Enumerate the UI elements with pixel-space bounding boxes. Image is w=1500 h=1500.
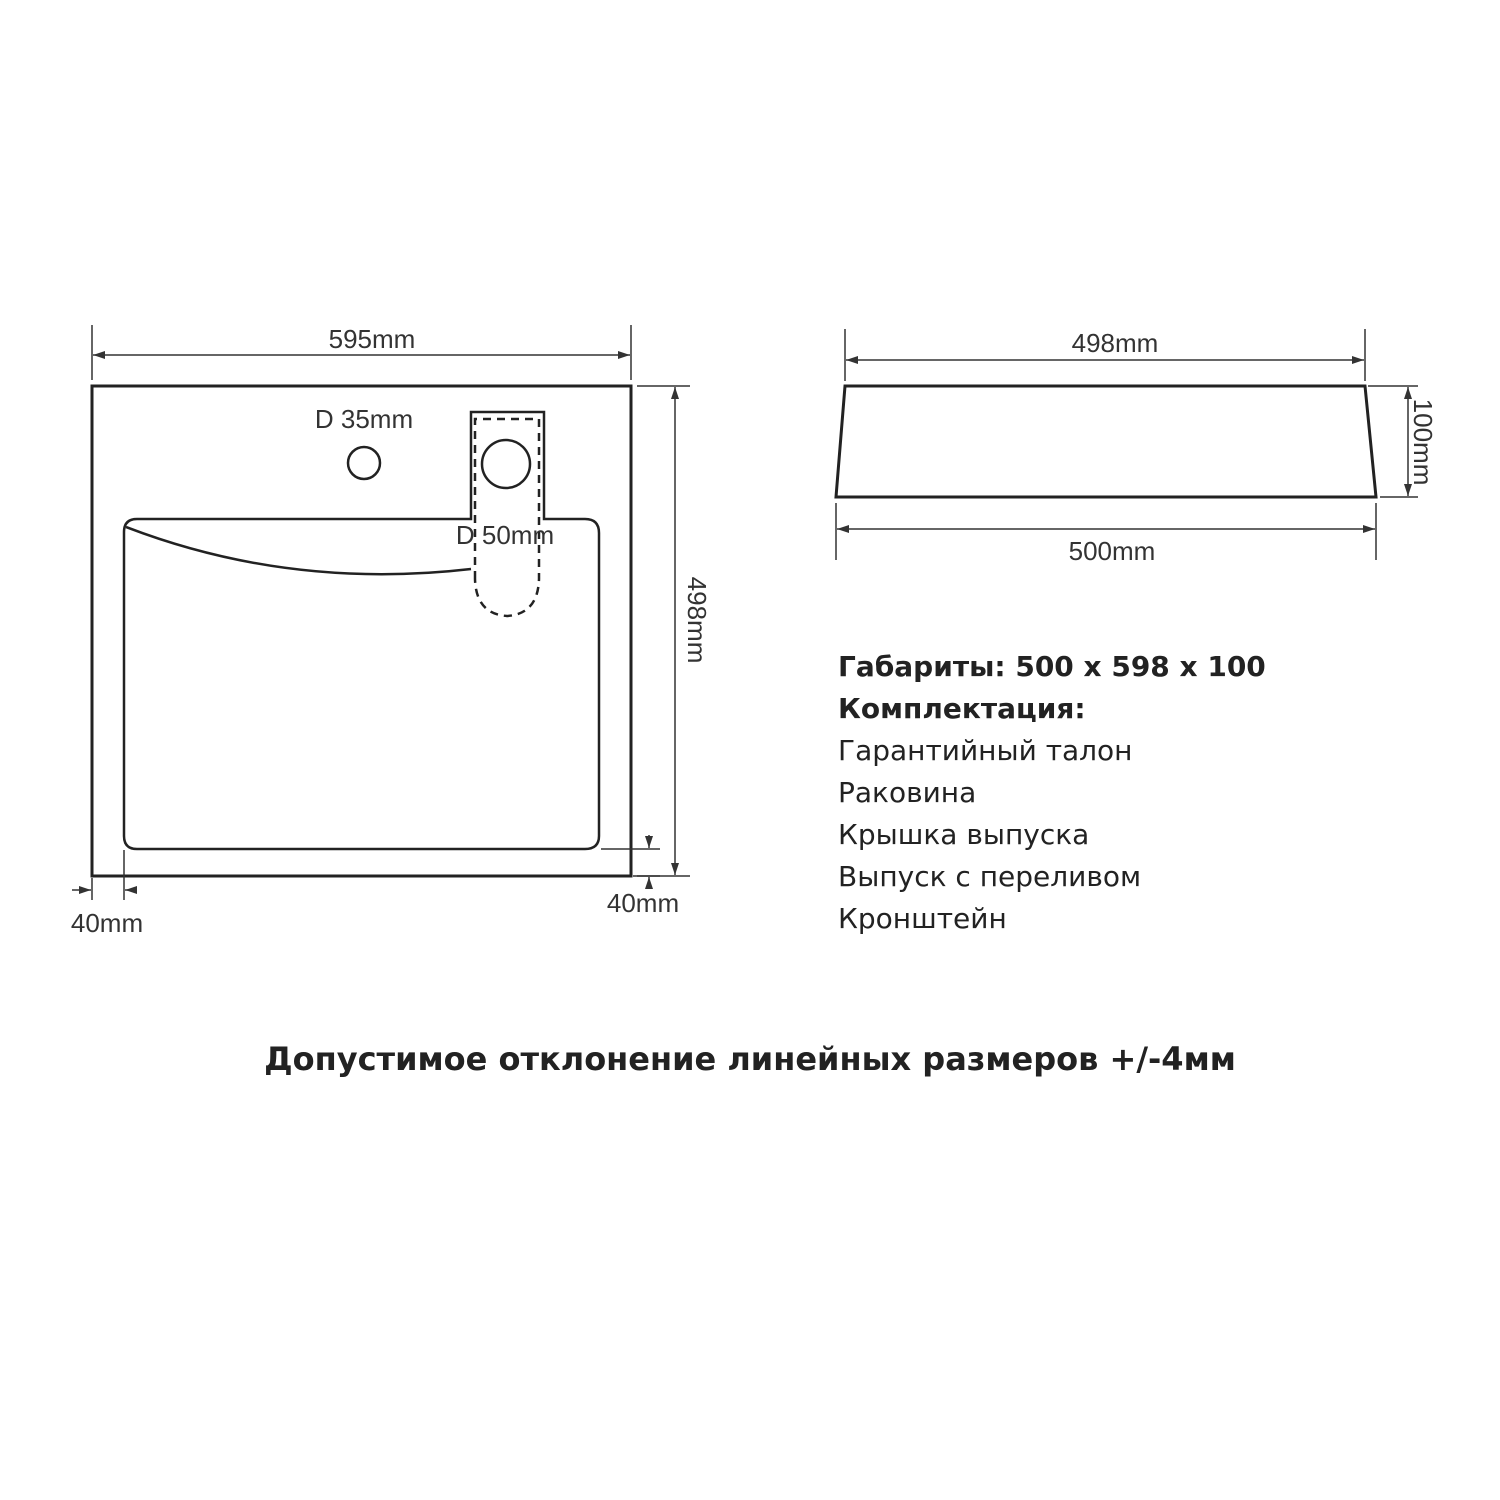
drain-hole xyxy=(482,440,530,488)
bowl-curve xyxy=(126,527,471,574)
side-view xyxy=(836,386,1376,497)
drain-channel-dashed xyxy=(475,419,539,616)
front-width-label: 595mm xyxy=(328,324,416,354)
side-profile xyxy=(836,386,1376,497)
sink-outline xyxy=(92,386,631,876)
list-item: Кронштейн xyxy=(838,902,1007,935)
list-item: Раковина xyxy=(838,776,977,809)
drain-hole-label: D 50mm xyxy=(455,520,555,550)
specs-block xyxy=(838,646,1266,940)
kit-list xyxy=(838,730,1266,940)
kit-title: Комплектация: xyxy=(838,692,1086,725)
list-item: Крышка выпуска xyxy=(838,818,1090,851)
tap-hole xyxy=(348,447,380,479)
side-height-label: 100mm xyxy=(1408,398,1438,486)
front-height-label: 498mm xyxy=(682,576,712,664)
side-dimensions xyxy=(836,329,1418,560)
margin-left-label: 40mm xyxy=(70,908,144,938)
tap-hole-label: D 35mm xyxy=(314,404,414,434)
margin-bottom-label: 40mm xyxy=(606,888,680,918)
side-bottom-label: 500mm xyxy=(1068,536,1156,566)
side-top-label: 498mm xyxy=(1071,328,1159,358)
dimensions-text: Габариты: 500 х 598 х 100 xyxy=(838,650,1266,683)
front-view xyxy=(92,386,631,876)
tolerance-note: Допустимое отклонение линейных размеров +/-4мм xyxy=(264,1040,1236,1078)
list-item: Гарантийный талон xyxy=(838,734,1133,767)
list-item: Выпуск с переливом xyxy=(838,860,1142,893)
